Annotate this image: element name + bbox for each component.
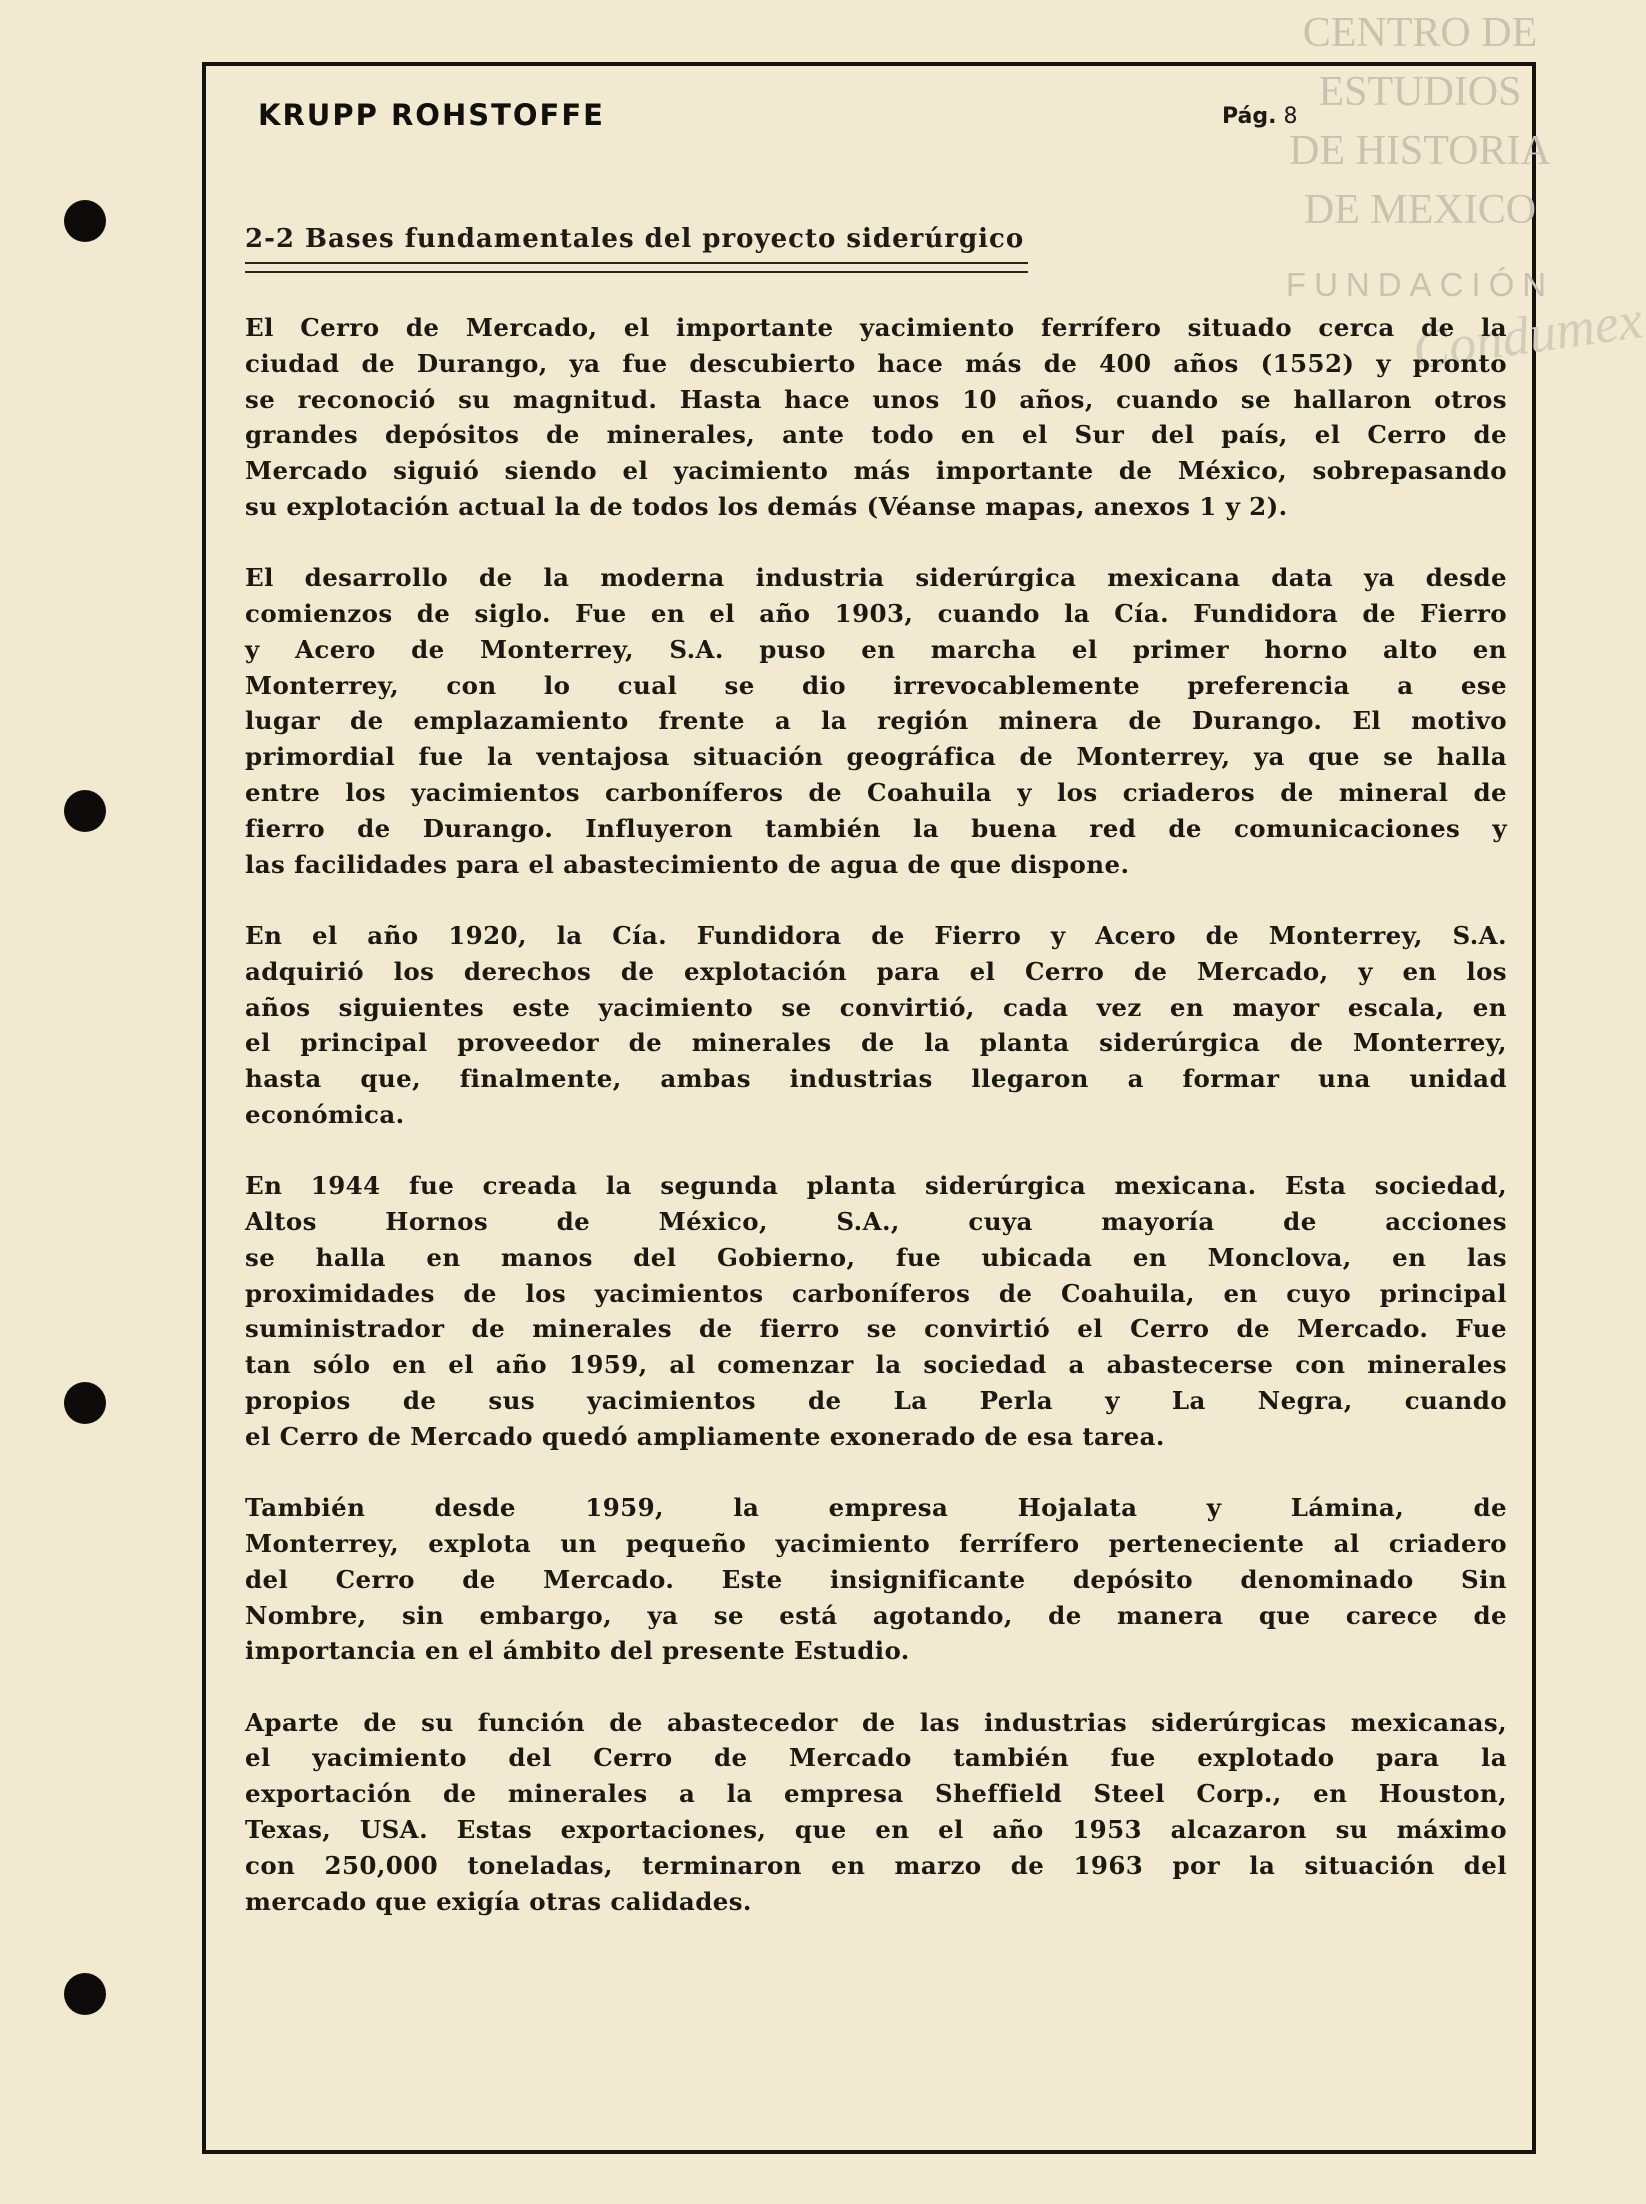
text-line: Monterrey, explota un pequeño yacimiento ferrífero perteneciente al criadero xyxy=(245,1528,1507,1558)
text-line: el yacimiento del Cerro de Mercado también fue explotado para la xyxy=(245,1743,1507,1773)
text-line: tan sólo en el año 1959, al comenzar la sociedad a abastecerse con minerales xyxy=(245,1350,1507,1380)
text-line: su explotación actual la de todos los demás (Véanse mapas, anexos 1 y 2). xyxy=(245,491,1288,521)
text-line: se reconoció su magnitud. Hasta hace unos 10 años, cuando se hallaron otros xyxy=(245,384,1507,414)
stamp-line: DE HISTORIA xyxy=(1289,128,1551,174)
text-line: mercado que exigía otras calidades. xyxy=(245,1886,752,1916)
text-line: Monterrey, con lo cual se dio irrevocablemente preferencia a ese xyxy=(245,670,1507,700)
section-title-text: 2-2 Bases fundamentales del proyecto siderúrgico xyxy=(245,224,1025,254)
text-line: económica. xyxy=(245,1099,405,1129)
paragraph xyxy=(245,310,1507,525)
stamp-signature: Condumex xyxy=(1408,289,1646,381)
text-line: adquirió los derechos de explotación para el Cerro de Mercado, y en los xyxy=(245,956,1507,986)
text-line: entre los yacimientos carboníferos de Coahuila y los criaderos de mineral de xyxy=(245,778,1507,808)
paragraph xyxy=(245,1168,1507,1454)
text-line: Aparte de su función de abastecedor de las industrias siderúrgicas mexicanas, xyxy=(245,1707,1507,1737)
text-line: años siguientes este yacimiento se convirtió, cada vez en mayor escala, en xyxy=(245,992,1507,1022)
stamp-institution xyxy=(1262,4,1578,240)
text-line: del Cerro de Mercado. Este insignificante depósito denominado Sin xyxy=(245,1564,1507,1594)
text-line: ciudad de Durango, ya fue descubierto hace más de 400 años (1552) y pronto xyxy=(245,348,1507,378)
paragraph xyxy=(245,918,1507,1133)
punch-hole-2 xyxy=(64,790,106,832)
document-body xyxy=(245,310,1507,1955)
text-line: importancia en el ámbito del presente Estudio. xyxy=(245,1636,910,1666)
paragraph xyxy=(245,1705,1507,1920)
page-label: Pág. xyxy=(1222,104,1277,129)
text-line: comienzos de siglo. Fue en el año 1903, cuando la Cía. Fundidora de Fierro xyxy=(245,599,1507,629)
text-line: Nombre, sin embargo, ya se está agotando, de manera que carece de xyxy=(245,1600,1507,1630)
page-number: 8 xyxy=(1283,104,1298,129)
text-line: el Cerro de Mercado quedó ampliamente exonerado de esa tarea. xyxy=(245,1421,1165,1451)
punch-hole-3 xyxy=(64,1382,106,1424)
text-line: fierro de Durango. Influyeron también la buena red de comunicaciones y xyxy=(245,813,1507,843)
stamp-line: ESTUDIOS xyxy=(1318,69,1522,115)
page-indicator xyxy=(1222,104,1297,129)
text-line: grandes depósitos de minerales, ante todo en el Sur del país, el Cerro de xyxy=(245,420,1507,450)
stamp-line: DE MEXICO xyxy=(1303,187,1537,233)
text-line: primordial fue la ventajosa situación geográfica de Monterrey, ya que se halla xyxy=(245,742,1507,772)
text-line: El desarrollo de la moderna industria siderúrgica mexicana data ya desde xyxy=(245,563,1507,593)
double-underline xyxy=(245,262,1028,273)
punch-hole-4 xyxy=(64,1973,106,2015)
text-line: se halla en manos del Gobierno, fue ubicada en Monclova, en las xyxy=(245,1242,1507,1272)
text-line: En el año 1920, la Cía. Fundidora de Fierro y Acero de Monterrey, S.A. xyxy=(245,920,1507,950)
text-line: exportación de minerales a la empresa Sheffield Steel Corp., en Houston, xyxy=(245,1779,1507,1809)
text-line: Mercado siguió siendo el yacimiento más importante de México, sobrepasando xyxy=(245,456,1507,486)
text-line: y Acero de Monterrey, S.A. puso en marcha el primer horno alto en xyxy=(245,634,1507,664)
archive-watermark-stamp xyxy=(1262,4,1646,381)
text-line: Texas, USA. Estas exportaciones, que en el año 1953 alcazaron su máximo xyxy=(245,1814,1507,1844)
text-line: También desde 1959, la empresa Hojalata y Lámina, de xyxy=(245,1493,1507,1523)
paragraph xyxy=(245,1490,1507,1669)
stamp-foundation: FUNDACIÓN xyxy=(1285,266,1555,303)
stamp-line: CENTRO DE xyxy=(1302,10,1538,56)
paragraph xyxy=(245,560,1507,882)
text-line: el principal proveedor de minerales de la planta siderúrgica de Monterrey, xyxy=(245,1028,1507,1058)
company-header: KRUPP ROHSTOFFE xyxy=(258,98,605,132)
text-line: Altos Hornos de México, S.A., cuya mayoría de acciones xyxy=(245,1207,1507,1237)
text-line: hasta que, finalmente, ambas industrias llegaron a formar una unidad xyxy=(245,1064,1507,1094)
text-line: con 250,000 toneladas, terminaron en marzo de 1963 por la situación del xyxy=(245,1850,1507,1880)
text-line: El Cerro de Mercado, el importante yacimiento ferrífero situado cerca de la xyxy=(245,313,1507,342)
text-line: lugar de emplazamiento frente a la región minera de Durango. El motivo xyxy=(245,706,1507,736)
text-line: proximidades de los yacimientos carboníferos de Coahuila, en cuyo principal xyxy=(245,1278,1507,1308)
text-line: suministrador de minerales de fierro se convirtió el Cerro de Mercado. Fue xyxy=(245,1314,1507,1344)
section-title xyxy=(245,224,1024,254)
text-line: propios de sus yacimientos de La Perla y La Negra, cuando xyxy=(245,1386,1507,1416)
punch-hole-1 xyxy=(64,200,106,242)
text-line: las facilidades para el abastecimiento de agua de que dispone. xyxy=(245,849,1130,879)
text-line: En 1944 fue creada la segunda planta siderúrgica mexicana. Esta sociedad, xyxy=(245,1171,1507,1201)
